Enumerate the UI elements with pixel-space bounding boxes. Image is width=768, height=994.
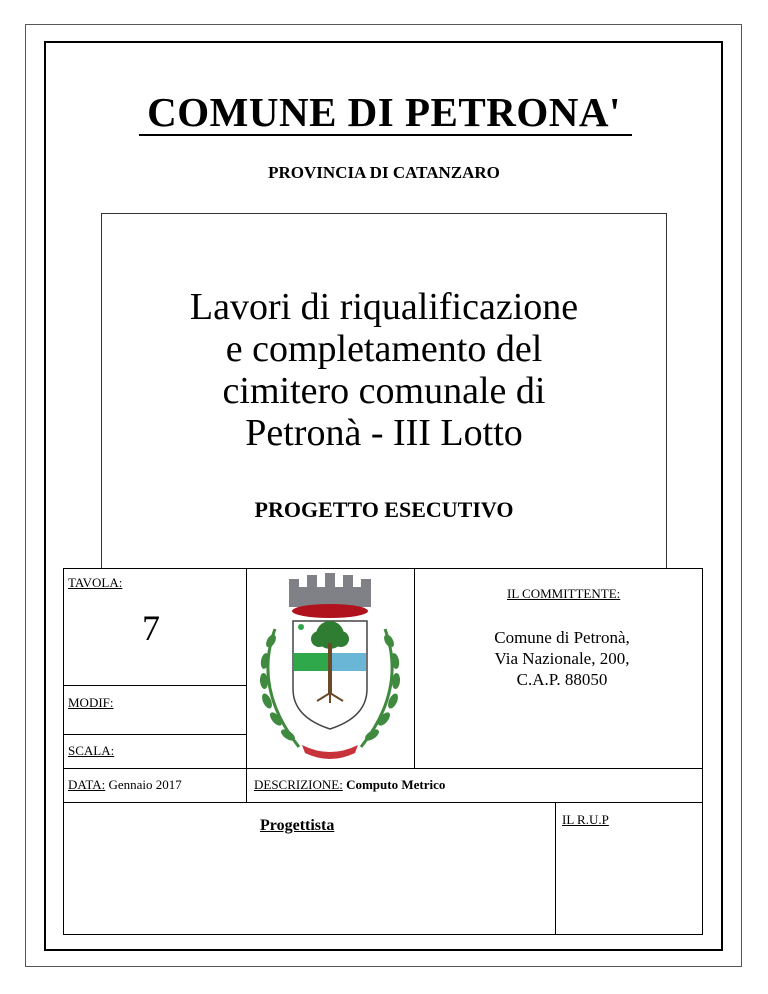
committente-line: C.A.P. 88050 [516,670,608,689]
divider [64,685,246,686]
page-title: COMUNE DI PETRONA' [147,89,621,135]
province-subtitle: PROVINCIA DI CATANZARO [268,163,500,182]
data-value: Gennaio 2017 [108,777,182,792]
data-label: DATA: [68,777,106,792]
project-title-line: Petronà - III Lotto [245,412,523,454]
rup-label: IL R.U.P [562,812,609,827]
ribbon [302,745,358,759]
project-title [101,286,667,454]
coat-of-arms-emblem [247,569,413,767]
divider [555,802,556,935]
descrizione-value: Computo Metrico [346,777,446,792]
shield [293,621,367,729]
divider [64,734,246,735]
modif-label: MODIF: [68,695,114,710]
committente-address [424,627,700,690]
title-block [63,568,703,935]
title-underline [139,134,632,136]
data-field [68,777,182,793]
committente-label: IL COMMITTENTE: [507,586,621,601]
divider [64,802,703,803]
descrizione-field [254,777,445,793]
divider [414,569,415,768]
project-title-line: e completamento del [225,328,543,370]
project-title-line: Lavori di riqualificazione [189,286,579,328]
scala-label: SCALA: [68,743,115,758]
committente-line: Via Nazionale, 200, [494,649,630,668]
project-type: PROGETTO ESECUTIVO [254,497,514,522]
descrizione-label: DESCRIZIONE: [254,777,343,792]
progettista-label: Progettista [260,817,335,834]
divider [64,768,703,769]
tavola-label: TAVOLA: [68,575,123,590]
crown [289,573,371,618]
committente-line: Comune di Petronà, [494,628,630,647]
project-title-line: cimitero comunale di [222,370,546,412]
tavola-value: 7 [142,608,160,648]
